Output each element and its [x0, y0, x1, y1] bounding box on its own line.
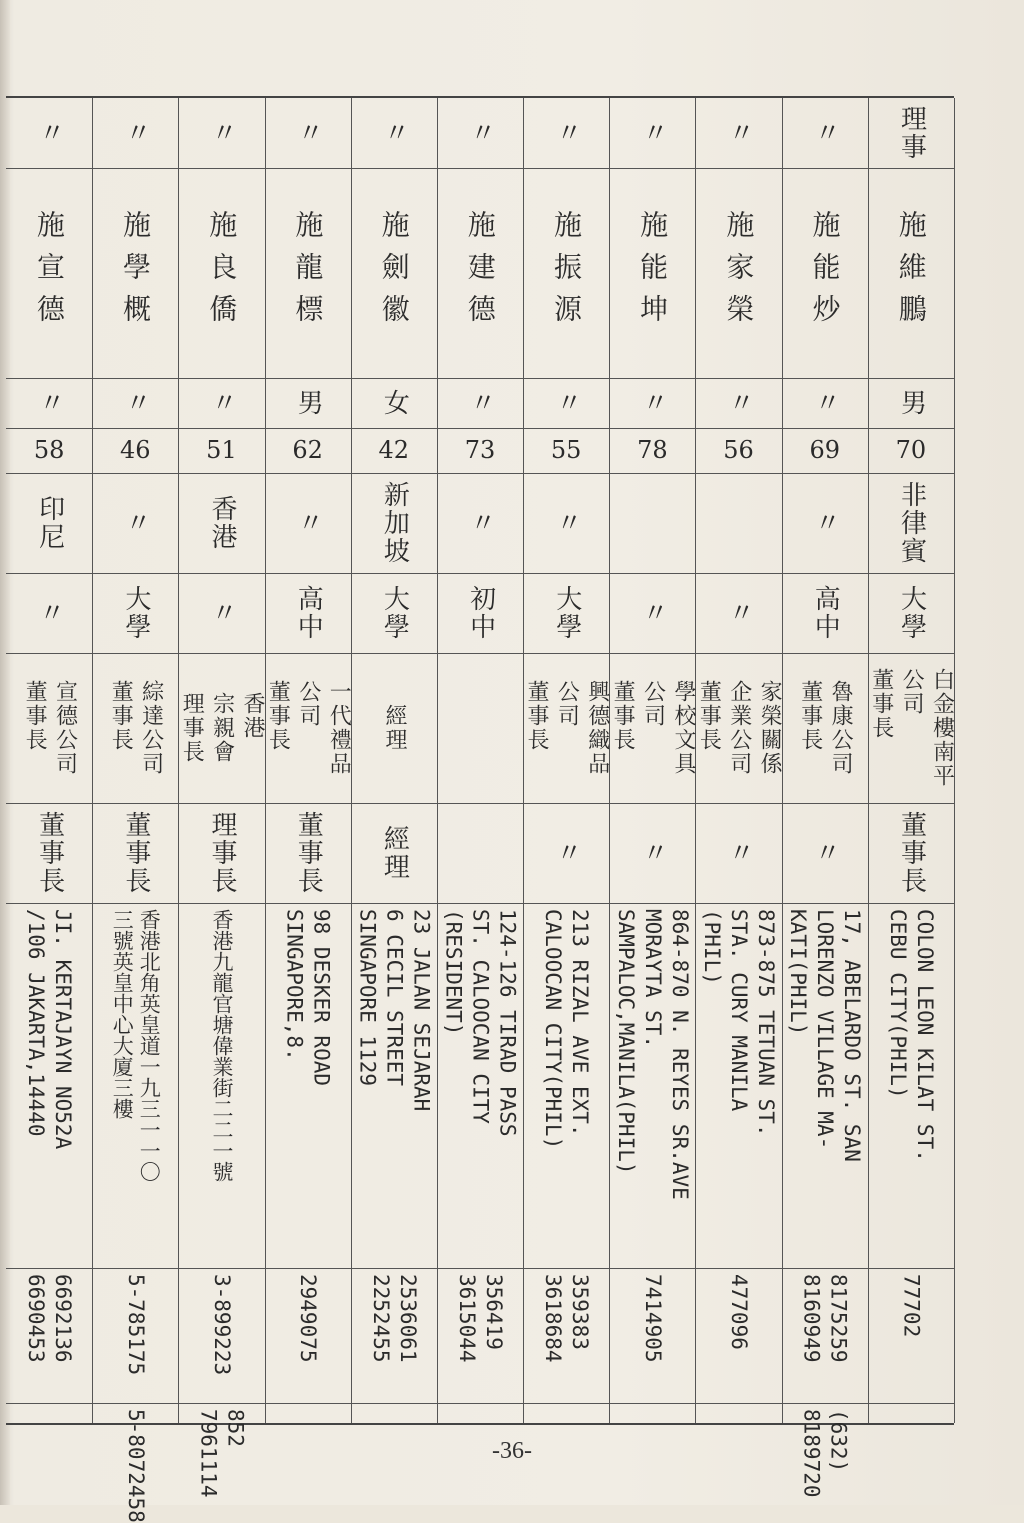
- sex-text: 〃: [724, 389, 755, 417]
- cell-sex: [178, 378, 264, 428]
- edu-text: 大學: [379, 585, 410, 641]
- tel-text: 8175259 8160949: [799, 1274, 851, 1363]
- title-text: 〃: [379, 119, 410, 147]
- position-text: 〃: [724, 839, 755, 867]
- cell-company: [523, 653, 609, 803]
- place-text: 新加坡: [379, 481, 410, 565]
- cell-tel2: [6, 1403, 92, 1429]
- name-text: 施振源: [549, 210, 583, 336]
- cell-title: [265, 98, 351, 168]
- edu-text: 高中: [810, 585, 841, 641]
- address-text: JI. KERTAJAYN NO52A /106 JAKARTA,14440: [24, 909, 76, 1150]
- address-text: 98 DESKER ROAD SINGAPORE,8.: [282, 909, 334, 1087]
- company-line: 學校文具: [670, 680, 696, 776]
- company-line: 董事長: [523, 680, 549, 752]
- position-text: 〃: [637, 839, 668, 867]
- cell-title: [523, 98, 609, 168]
- cell-address: [782, 903, 868, 1274]
- cell-tel: [6, 1268, 92, 1409]
- cell-tel2: [868, 1403, 954, 1429]
- sex-text: 〃: [120, 389, 151, 417]
- name-text: 施能坤: [636, 210, 670, 336]
- cell-position: [695, 803, 781, 903]
- member-table: [6, 96, 955, 1523]
- address-text: 213 RIZAL AVE EXT. CALOOCAN CITY(PHIL): [541, 909, 593, 1150]
- cell-company: [782, 653, 868, 803]
- age-text: 58: [33, 436, 65, 465]
- age-text: 73: [464, 436, 496, 465]
- company-line: 董事長: [610, 680, 636, 752]
- cell-tel: [782, 1268, 868, 1409]
- cell-tel: [868, 1268, 954, 1409]
- company-line: 宣德公司: [52, 680, 78, 776]
- cell-sex: [868, 378, 954, 428]
- cell-tel2: [265, 1403, 351, 1429]
- cell-company: [437, 653, 523, 803]
- position-text: 董事長: [120, 811, 151, 895]
- sex-text: 〃: [810, 389, 841, 417]
- cell-place: [178, 473, 264, 573]
- cell-position: [523, 803, 609, 903]
- age-text: 62: [292, 436, 323, 465]
- cell-name: [6, 168, 92, 378]
- cell-place: [92, 473, 178, 573]
- member-column: [6, 98, 93, 1423]
- tel-text: 477096: [727, 1274, 752, 1350]
- tel-text: 359383 3618684: [541, 1274, 593, 1363]
- cell-company: [178, 653, 264, 803]
- company-line: 興德織品: [584, 680, 610, 776]
- age-text: 42: [378, 436, 410, 465]
- cell-name: [868, 168, 954, 378]
- tel-text: 3-899223: [209, 1274, 234, 1376]
- company-line: 魯康公司: [828, 680, 854, 776]
- cell-position: [265, 803, 351, 903]
- cell-age: [437, 428, 523, 473]
- page-number: -36-: [492, 1438, 532, 1464]
- cell-tel2: [178, 1403, 264, 1498]
- cell-address: [351, 903, 437, 1274]
- edu-text: 大學: [896, 585, 927, 641]
- company-line: 董事長: [868, 668, 894, 740]
- cell-place: [437, 473, 523, 573]
- member-column: [695, 98, 782, 1423]
- cell-company: [868, 653, 954, 803]
- cell-position: [92, 803, 178, 903]
- cell-title: [695, 98, 781, 168]
- cell-tel2: [609, 1403, 695, 1429]
- age-text: 78: [637, 436, 668, 465]
- position-text: 〃: [551, 839, 582, 867]
- cell-place: [265, 473, 351, 573]
- cell-tel2: [92, 1403, 178, 1523]
- cell-edu: [265, 573, 351, 653]
- age-text: 51: [206, 436, 237, 465]
- place-text: 〃: [551, 509, 582, 537]
- edu-text: 初中: [465, 585, 496, 641]
- tel2-text: (632) 8189720: [799, 1409, 851, 1498]
- cell-position: [609, 803, 695, 903]
- cell-place: [695, 473, 781, 573]
- cell-tel2: [523, 1403, 609, 1429]
- address-text: 香港九龍官塘偉業街二二一號: [209, 909, 234, 1182]
- cell-title: [178, 98, 264, 168]
- cell-edu: [437, 573, 523, 653]
- cell-age: [609, 428, 695, 473]
- company-line: 董事長: [797, 680, 823, 752]
- cell-tel: [695, 1268, 781, 1409]
- cell-title: [351, 98, 437, 168]
- cell-age: [695, 428, 781, 473]
- company-line: 白金樓南平: [929, 668, 955, 788]
- edu-text: 〃: [637, 599, 668, 627]
- cell-position: [868, 803, 954, 903]
- cell-address: [437, 903, 523, 1274]
- cell-address: [523, 903, 609, 1274]
- company-line: 一代禮品: [326, 680, 352, 776]
- cell-place: [351, 473, 437, 573]
- title-text: 〃: [293, 119, 324, 147]
- tel-text: 6692136 6690453: [24, 1274, 76, 1363]
- address-text: 香港北角英皇道一九三一一〇 三號英皇中心大廈三樓: [110, 909, 162, 1182]
- title-text: 〃: [207, 119, 238, 147]
- cell-name: [351, 168, 437, 378]
- sex-text: 男: [293, 389, 324, 417]
- company-line: 董事長: [22, 680, 48, 752]
- cell-age: [178, 428, 264, 473]
- place-text: 〃: [465, 509, 496, 537]
- cell-company: [265, 653, 351, 803]
- tel2-text: 852 7961114: [196, 1409, 248, 1498]
- position-text: 董事長: [896, 811, 927, 895]
- cell-company: [609, 653, 695, 803]
- tel-text: 7414905: [640, 1274, 665, 1363]
- cell-title: [437, 98, 523, 168]
- company-line: 董事長: [696, 680, 722, 752]
- tel2-text: 5-8072458: [123, 1409, 148, 1523]
- sex-text: 〃: [34, 389, 65, 417]
- cell-position: [351, 803, 437, 903]
- cell-position: [782, 803, 868, 903]
- company-line: 公司: [640, 680, 666, 728]
- cell-title: [868, 98, 954, 168]
- cell-company: [92, 653, 178, 803]
- position-text: 〃: [810, 839, 841, 867]
- company-line: 香港: [240, 692, 266, 740]
- cell-sex: [609, 378, 695, 428]
- cell-edu: [6, 573, 92, 653]
- company-line: 企業公司: [726, 680, 752, 776]
- cell-age: [265, 428, 351, 473]
- cell-age: [6, 428, 92, 473]
- name-text: 施龍標: [291, 210, 325, 336]
- cell-edu: [609, 573, 695, 653]
- cell-sex: [695, 378, 781, 428]
- name-text: 施能炒: [808, 210, 842, 336]
- age-text: 55: [550, 436, 582, 465]
- name-text: 施良僑: [205, 210, 239, 336]
- title-text: 〃: [637, 119, 668, 147]
- age-text: 70: [895, 436, 927, 465]
- position-text: 董事長: [293, 811, 324, 895]
- age-text: 46: [119, 436, 151, 465]
- cell-name: [265, 168, 351, 378]
- place-text: 〃: [120, 509, 151, 537]
- cell-name: [92, 168, 178, 378]
- place-text: 印尼: [34, 495, 65, 551]
- address-text: 23 JALAN SEJARAH 6 CECIL STREET SINGAPORE 1129: [355, 909, 434, 1112]
- cell-name: [609, 168, 695, 378]
- cell-address: [92, 903, 178, 1274]
- edu-text: 〃: [724, 599, 755, 627]
- cell-title: [609, 98, 695, 168]
- place-text: 〃: [293, 509, 324, 537]
- cell-age: [523, 428, 609, 473]
- cell-address: [6, 903, 92, 1274]
- company-line: 董事長: [265, 680, 291, 752]
- tel-text: 77702: [899, 1274, 924, 1338]
- company-line: 公司: [295, 680, 321, 728]
- position-text: 經理: [379, 825, 410, 881]
- member-column: [351, 98, 438, 1423]
- company-line: 公司: [899, 668, 925, 716]
- tel-text: 5-785175: [123, 1274, 148, 1376]
- member-column: [437, 98, 524, 1423]
- cell-place: [6, 473, 92, 573]
- cell-address: [695, 903, 781, 1274]
- member-column: [782, 98, 869, 1498]
- cell-age: [782, 428, 868, 473]
- company-line: 董事長: [108, 680, 134, 752]
- cell-edu: [868, 573, 954, 653]
- position-text: 董事長: [34, 811, 65, 895]
- cell-sex: [265, 378, 351, 428]
- age-text: 69: [809, 436, 840, 465]
- cell-tel: [523, 1268, 609, 1409]
- address-text: 873-875 TETUAN ST. STA. CURY MANILA (PHIL): [700, 909, 779, 1137]
- cell-edu: [351, 573, 437, 653]
- member-column: [609, 98, 696, 1423]
- sex-text: 〃: [207, 389, 238, 417]
- sex-text: 〃: [465, 389, 496, 417]
- sex-text: 男: [896, 389, 927, 417]
- company-line: 公司: [554, 680, 580, 728]
- cell-place: [782, 473, 868, 573]
- edu-text: 高中: [293, 585, 324, 641]
- company-line: 宗親會: [209, 692, 235, 764]
- cell-edu: [178, 573, 264, 653]
- cell-position: [178, 803, 264, 903]
- cell-edu: [523, 573, 609, 653]
- cell-tel2: [437, 1403, 523, 1429]
- age-text: 56: [723, 436, 754, 465]
- edu-text: 〃: [34, 599, 65, 627]
- cell-title: [782, 98, 868, 168]
- tel-text: 2949075: [296, 1274, 321, 1363]
- cell-company: [6, 653, 92, 803]
- sex-text: 女: [379, 389, 410, 417]
- title-text: 〃: [465, 119, 496, 147]
- cell-company: [695, 653, 781, 803]
- company-line: 理事長: [179, 692, 205, 764]
- cell-position: [437, 803, 523, 903]
- member-column: [868, 98, 955, 1423]
- cell-tel2: [351, 1403, 437, 1429]
- cell-address: [609, 903, 695, 1274]
- cell-age: [92, 428, 178, 473]
- tel-text: 2536061 2252455: [368, 1274, 420, 1363]
- cell-tel: [178, 1268, 264, 1409]
- place-text: 〃: [810, 509, 841, 537]
- cell-sex: [351, 378, 437, 428]
- tel-text: 356419 3615044: [454, 1274, 506, 1363]
- member-column: [523, 98, 610, 1423]
- place-text: 香港: [207, 495, 238, 551]
- cell-name: [695, 168, 781, 378]
- sex-text: 〃: [637, 389, 668, 417]
- cell-tel: [92, 1268, 178, 1409]
- address-text: 124-126 TIRAD PASS ST. CALOOCAN CITY (RESIDENT): [441, 909, 520, 1137]
- edu-text: 〃: [207, 599, 238, 627]
- edu-text: 大學: [120, 585, 151, 641]
- cell-sex: [437, 378, 523, 428]
- cell-sex: [6, 378, 92, 428]
- place-text: 非律賓: [896, 481, 927, 565]
- cell-address: [868, 903, 954, 1274]
- company-line: 綜達公司: [138, 680, 164, 776]
- cell-address: [265, 903, 351, 1274]
- cell-sex: [782, 378, 868, 428]
- position-text: 理事長: [207, 811, 238, 895]
- name-text: 施劍徽: [377, 210, 411, 336]
- cell-name: [523, 168, 609, 378]
- cell-tel: [351, 1268, 437, 1409]
- company-line: 家榮關係: [757, 680, 783, 776]
- name-text: 施宣德: [32, 210, 66, 336]
- address-text: COLON LEON KILAT ST. CEBU CITY(PHIL): [885, 909, 937, 1162]
- name-text: 施學概: [119, 210, 153, 336]
- cell-place: [609, 473, 695, 573]
- cell-name: [178, 168, 264, 378]
- cell-tel: [265, 1268, 351, 1409]
- cell-company: [351, 653, 437, 803]
- cell-sex: [523, 378, 609, 428]
- title-text: 理事: [896, 105, 927, 161]
- cell-tel2: [782, 1403, 868, 1498]
- edu-text: 大學: [551, 585, 582, 641]
- title-text: 〃: [120, 119, 151, 147]
- cell-name: [782, 168, 868, 378]
- cell-tel: [609, 1268, 695, 1409]
- member-column: [265, 98, 352, 1423]
- cell-sex: [92, 378, 178, 428]
- cell-tel2: [695, 1403, 781, 1429]
- cell-address: [178, 903, 264, 1274]
- cell-position: [6, 803, 92, 903]
- name-text: 施維鵬: [894, 210, 928, 336]
- name-text: 施家榮: [722, 210, 756, 336]
- address-text: 17, ABELARDO ST. SAN LORENZO VILLAGE MA- KATI(PHIL): [786, 909, 865, 1162]
- cell-age: [868, 428, 954, 473]
- title-text: 〃: [724, 119, 755, 147]
- sex-text: 〃: [551, 389, 582, 417]
- cell-place: [523, 473, 609, 573]
- cell-tel: [437, 1268, 523, 1409]
- cell-name: [437, 168, 523, 378]
- cell-title: [6, 98, 92, 168]
- name-text: 施建德: [463, 210, 497, 336]
- cell-age: [351, 428, 437, 473]
- cell-place: [868, 473, 954, 573]
- title-text: 〃: [551, 119, 582, 147]
- address-text: 864-870 N. REYES SR.AVE MORAYTA ST. SAMPALOC,MANILA(PHIL): [613, 909, 692, 1200]
- company-line: 經理: [382, 704, 407, 752]
- title-text: 〃: [34, 119, 65, 147]
- cell-edu: [695, 573, 781, 653]
- member-column: [92, 98, 179, 1523]
- cell-title: [92, 98, 178, 168]
- cell-edu: [92, 573, 178, 653]
- member-column: [178, 98, 266, 1498]
- title-text: 〃: [810, 119, 841, 147]
- cell-edu: [782, 573, 868, 653]
